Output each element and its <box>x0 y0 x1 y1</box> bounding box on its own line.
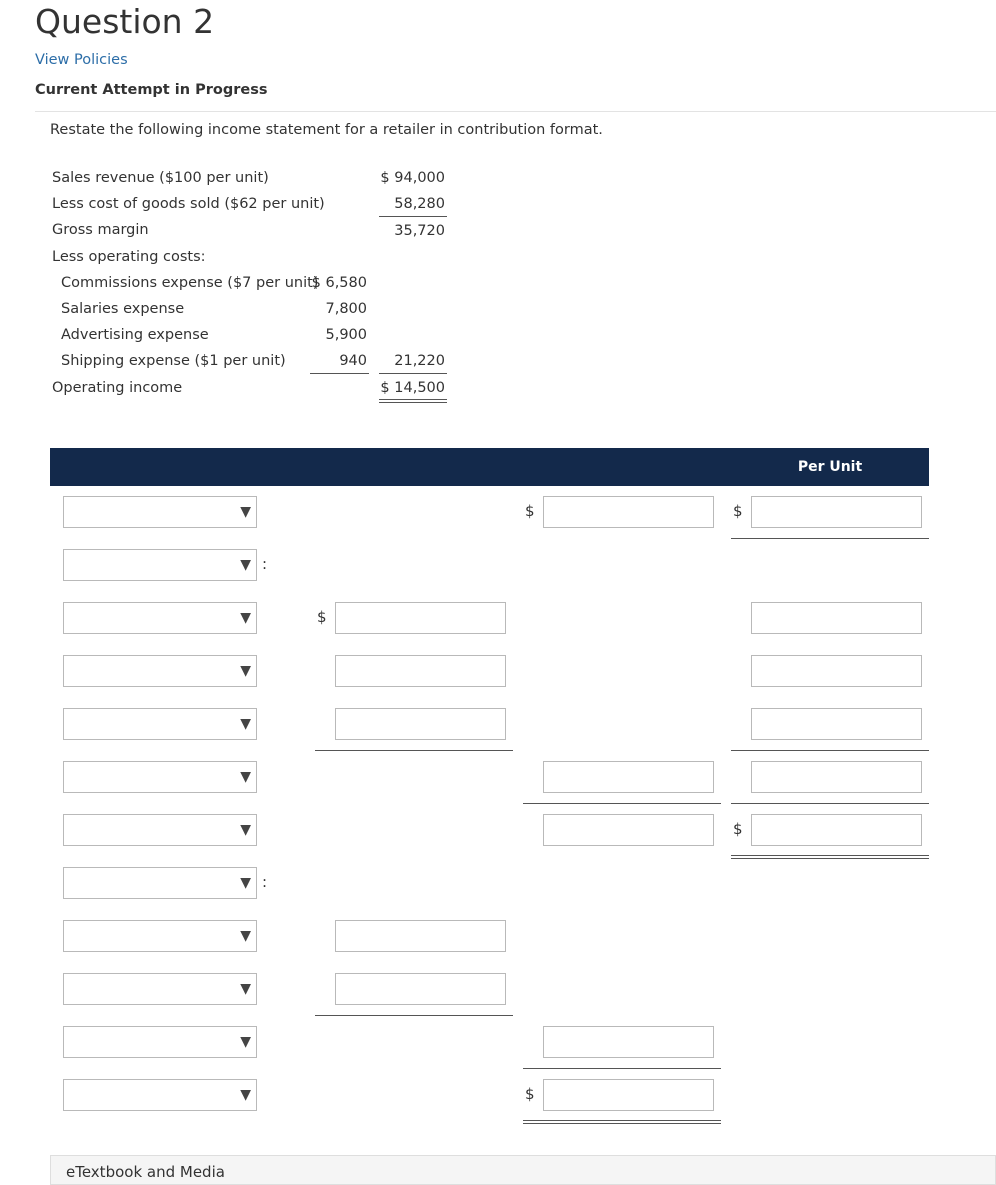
underline <box>310 373 369 374</box>
row-5-per-unit-input[interactable] <box>751 708 922 740</box>
currency-symbol: $ <box>525 1085 535 1103</box>
shipping-value: 940 <box>339 353 367 369</box>
underline <box>731 803 929 804</box>
advertising-label: Advertising expense <box>61 327 209 343</box>
row-11-label-select[interactable] <box>63 1026 257 1058</box>
double-underline <box>731 855 929 859</box>
colon: : <box>262 555 268 573</box>
row-11-total-input[interactable] <box>543 1026 714 1058</box>
double-underline <box>523 1120 721 1124</box>
sales-label: Sales revenue ($100 per unit) <box>52 170 269 186</box>
dropdown-arrow-icon: ▼ <box>240 1087 251 1103</box>
underline <box>315 1015 513 1016</box>
divider <box>35 111 996 112</box>
double-underline <box>379 399 447 403</box>
underline <box>379 216 447 217</box>
row-9-label-select[interactable] <box>63 920 257 952</box>
row-8-label-select[interactable] <box>63 867 257 899</box>
cogs-value: 58,280 <box>394 196 445 212</box>
dropdown-arrow-icon: ▼ <box>240 504 251 520</box>
underline <box>523 803 721 804</box>
dropdown-arrow-icon: ▼ <box>240 928 251 944</box>
dropdown-arrow-icon: ▼ <box>240 769 251 785</box>
row-10-amount-input[interactable] <box>335 973 506 1005</box>
row-4-label-select[interactable] <box>63 655 257 687</box>
row-6-label-select[interactable] <box>63 761 257 793</box>
view-policies-link[interactable]: View Policies <box>35 52 128 68</box>
operating-costs-total: 21,220 <box>394 353 445 369</box>
dropdown-arrow-icon: ▼ <box>240 610 251 626</box>
row-1-label-select[interactable] <box>63 496 257 528</box>
etextbook-label[interactable]: eTextbook and Media <box>66 1163 225 1181</box>
row-2-label-select[interactable] <box>63 549 257 581</box>
shipping-label: Shipping expense ($1 per unit) <box>61 353 286 369</box>
question-prompt: Restate the following income statement for a retailer in contribution format. <box>50 122 603 138</box>
cogs-label: Less cost of goods sold ($62 per unit) <box>52 196 325 212</box>
row-6-per-unit-input[interactable] <box>751 761 922 793</box>
underline <box>523 1068 721 1069</box>
colon: : <box>262 873 268 891</box>
row-3-label-select[interactable] <box>63 602 257 634</box>
sales-value: $ 94,000 <box>380 170 445 186</box>
underline <box>731 538 929 539</box>
row-5-amount-input[interactable] <box>335 708 506 740</box>
dropdown-arrow-icon: ▼ <box>240 981 251 997</box>
currency-symbol: $ <box>733 502 743 520</box>
currency-symbol: $ <box>525 502 535 520</box>
row-6-total-input[interactable] <box>543 761 714 793</box>
row-5-label-select[interactable] <box>63 708 257 740</box>
currency-symbol: $ <box>733 820 743 838</box>
gross-margin-value: 35,720 <box>394 223 445 239</box>
dropdown-arrow-icon: ▼ <box>240 663 251 679</box>
row-9-amount-input[interactable] <box>335 920 506 952</box>
currency-symbol: $ <box>317 608 327 626</box>
operating-income-label: Operating income <box>52 380 183 396</box>
dropdown-arrow-icon: ▼ <box>240 1034 251 1050</box>
attempt-status: Current Attempt in Progress <box>35 82 268 98</box>
dropdown-arrow-icon: ▼ <box>240 822 251 838</box>
row-3-amount-input[interactable] <box>335 602 506 634</box>
row-10-label-select[interactable] <box>63 973 257 1005</box>
salaries-label: Salaries expense <box>61 301 185 317</box>
commissions-label: Commissions expense ($7 per unit) <box>61 275 319 291</box>
row-12-total-input[interactable] <box>543 1079 714 1111</box>
row-7-total-input[interactable] <box>543 814 714 846</box>
row-1-total-input[interactable] <box>543 496 714 528</box>
per-unit-header: Per Unit <box>797 459 863 475</box>
underline <box>315 750 513 751</box>
salaries-value: 7,800 <box>325 301 367 317</box>
dropdown-arrow-icon: ▼ <box>240 875 251 891</box>
underline <box>379 373 447 374</box>
dropdown-arrow-icon: ▼ <box>240 557 251 573</box>
operating-income-value: $ 14,500 <box>380 380 445 396</box>
gross-margin-label: Gross margin <box>52 222 149 238</box>
row-7-label-select[interactable] <box>63 814 257 846</box>
commissions-value: $ 6,580 <box>311 275 367 291</box>
row-4-amount-input[interactable] <box>335 655 506 687</box>
advertising-value: 5,900 <box>325 327 367 343</box>
row-4-per-unit-input[interactable] <box>751 655 922 687</box>
row-12-label-select[interactable] <box>63 1079 257 1111</box>
row-1-per-unit-input[interactable] <box>751 496 922 528</box>
operating-costs-label: Less operating costs: <box>52 249 206 265</box>
underline <box>731 750 929 751</box>
row-7-per-unit-input[interactable] <box>751 814 922 846</box>
question-title: Question 2 <box>35 2 215 41</box>
row-3-per-unit-input[interactable] <box>751 602 922 634</box>
dropdown-arrow-icon: ▼ <box>240 716 251 732</box>
